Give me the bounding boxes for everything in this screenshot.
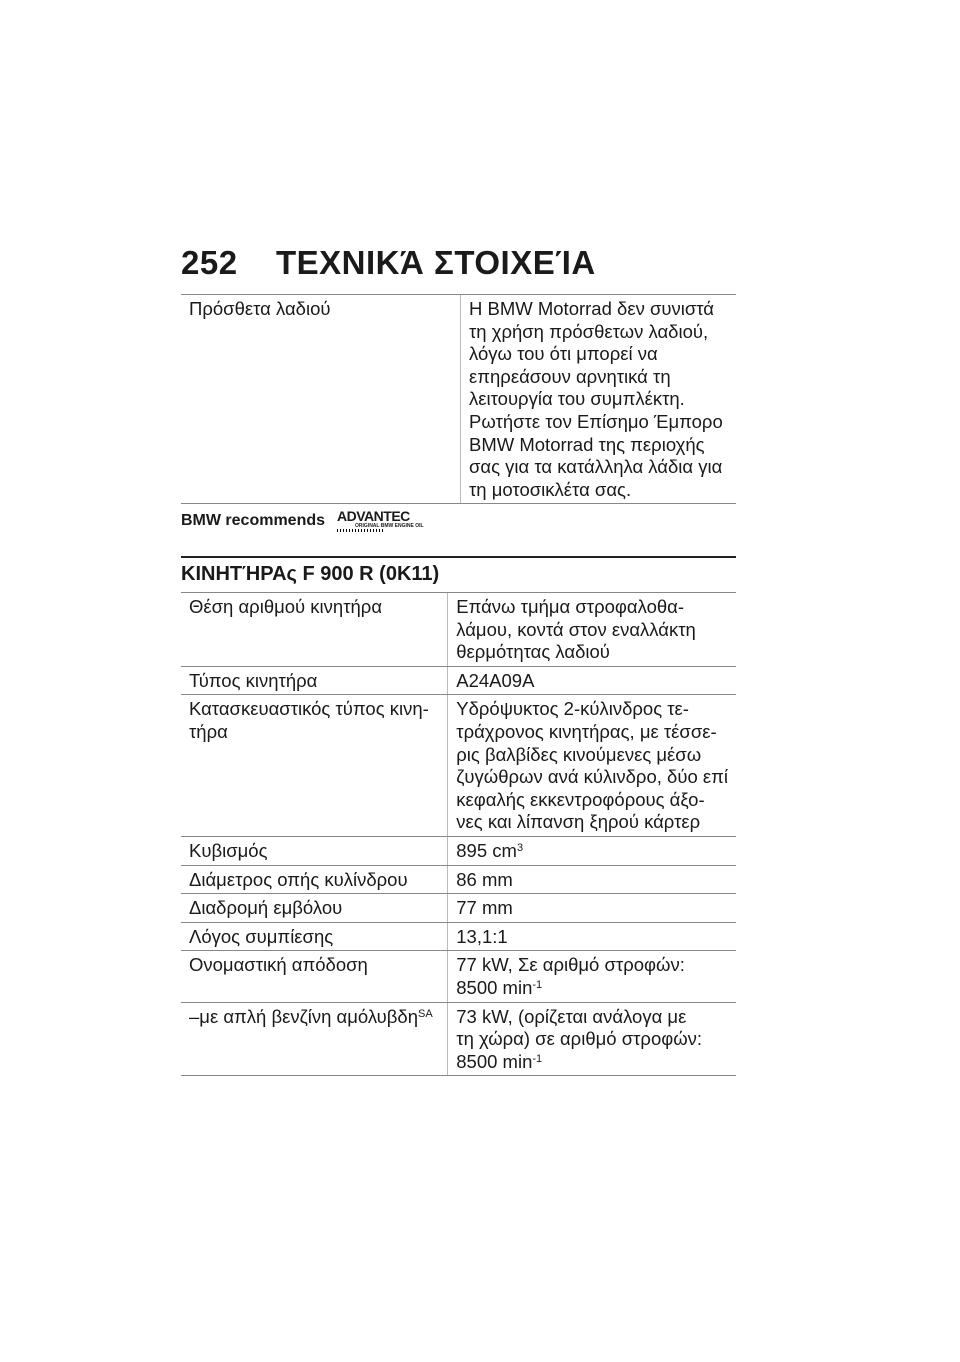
text: τη χώρα) σε αριθμό στροφών:	[456, 1028, 703, 1050]
engine-section-heading: ΚΙΝΗΤΉΡΑς F 900 R (0K11)	[181, 563, 440, 585]
spec-value-line	[456, 641, 728, 664]
text: 8500 min	[456, 976, 533, 998]
text: Υδρόψυκτος 2-κύλινδρος τε-	[456, 698, 689, 720]
table-row	[181, 865, 736, 894]
text: κεφαλής εκκεντροφόρους άξο-	[456, 788, 705, 810]
spec-label	[181, 894, 448, 923]
table-row	[181, 295, 736, 504]
text: Λόγος συμπίεσης	[189, 925, 334, 947]
spec-label-line	[189, 840, 439, 863]
spec-value-line	[456, 926, 728, 949]
spec-label	[181, 865, 448, 894]
spec-label	[181, 836, 448, 865]
spec-value-line	[456, 1028, 728, 1051]
text: λόγω του ότι μπορεί να	[469, 343, 658, 365]
spec-label	[181, 666, 448, 695]
recommendation	[181, 508, 424, 532]
spec-label	[181, 295, 461, 504]
spec-label	[181, 1002, 448, 1076]
section-divider	[181, 556, 736, 558]
spec-value	[448, 666, 736, 695]
page-number: 252	[181, 244, 238, 281]
spec-value	[461, 295, 737, 504]
engine-spec-table	[181, 592, 736, 1076]
spec-value	[448, 922, 736, 951]
text: λειτουργία του συμπλέκτη.	[469, 388, 685, 410]
advantec-logo: ADVANTEC ORIGINAL BMW ENGINE OIL	[337, 509, 424, 532]
superscript: -1	[532, 978, 543, 991]
table-row	[181, 593, 736, 667]
spec-value	[448, 695, 736, 837]
table-row	[181, 1002, 736, 1076]
text: Επάνω τμήμα στροφαλοθα-	[456, 596, 685, 617]
text: ρις βαλβίδες κινούμενες μέσω	[456, 743, 702, 765]
spec-value-line	[456, 1006, 728, 1029]
spec-value-line	[469, 321, 728, 344]
page-header	[181, 244, 596, 282]
spec-value-line	[469, 479, 728, 502]
spec-label-line	[189, 298, 452, 321]
table-row	[181, 836, 736, 865]
text: Θέση αριθμού κινητήρα	[189, 596, 383, 617]
spec-label-line	[189, 670, 439, 693]
spec-label-line	[189, 698, 439, 721]
spec-value-line	[469, 388, 728, 411]
spec-label-line	[189, 897, 439, 920]
spec-value-line	[456, 698, 728, 721]
text: Κατασκευαστικός τύπος κινη-	[189, 698, 429, 720]
text: τη μοτοσικλέτα σας.	[469, 478, 632, 500]
spec-value	[448, 593, 736, 667]
spec-label-line	[189, 596, 439, 619]
spec-value	[448, 836, 736, 865]
table-row	[181, 894, 736, 923]
spec-value-line	[469, 343, 728, 366]
text: Τύπος κινητήρα	[189, 669, 318, 691]
spec-value-line	[469, 411, 728, 434]
spec-value-line	[456, 897, 728, 920]
text: Πρόσθετα λαδιού	[189, 298, 331, 319]
text: σας για τα κατάλληλα λάδια για	[469, 456, 723, 478]
text: 895 cm	[456, 839, 517, 861]
spec-value-line	[456, 596, 728, 619]
spec-label-line	[189, 954, 439, 977]
spec-label-line	[189, 721, 439, 744]
text: Διάμετρος οπής κυλίνδρου	[189, 868, 408, 890]
spec-value-line	[469, 434, 728, 457]
spec-value-line	[456, 766, 728, 789]
spec-value	[448, 894, 736, 923]
spec-value-line	[456, 1051, 728, 1074]
spec-value	[448, 1002, 736, 1076]
spec-value-line	[456, 977, 728, 1000]
spec-label	[181, 922, 448, 951]
text: 77 mm	[456, 897, 513, 919]
spec-value-line	[469, 298, 728, 321]
spec-label-line	[189, 869, 439, 892]
superscript: 3	[516, 841, 524, 854]
text: 77 kW, Σε αριθμό στροφών:	[456, 954, 685, 976]
spec-label	[181, 695, 448, 837]
spec-label-line	[189, 926, 439, 949]
text: τη χρήση πρόσθετων λαδιού,	[469, 320, 709, 342]
spec-value-line	[456, 789, 728, 812]
spec-value-line	[469, 456, 728, 479]
text: 86 mm	[456, 868, 513, 890]
text: τράχρονος κινητήρας, με τέσσε-	[456, 720, 717, 742]
text: τήρα	[189, 720, 228, 742]
text: θερμότητας λαδιού	[456, 641, 610, 663]
text: 73 kW, (ορίζεται ανάλογα με	[456, 1005, 687, 1027]
text: Η BMW Motorrad δεν συνιστά	[469, 298, 715, 319]
spec-value	[448, 951, 736, 1002]
section-title: ΤΕΧΝΙΚΆ ΣΤΟΙΧΕΊΑ	[276, 244, 596, 281]
recommendation-text: BMW recommends	[181, 512, 326, 529]
spec-value-line	[456, 811, 728, 834]
text: νες και λίπανση ξηρού κάρτερ	[456, 811, 701, 833]
text: Ρωτήστε τον Επίσημο Έμπορο	[469, 410, 723, 432]
spec-value-line	[469, 366, 728, 389]
spec-value-line	[456, 840, 728, 863]
logo-subtitle: ORIGINAL BMW ENGINE OIL	[355, 523, 424, 529]
text: BMW Motorrad της περιοχής	[469, 433, 705, 455]
spec-value-line	[456, 721, 728, 744]
table-row	[181, 666, 736, 695]
spec-value-line	[456, 869, 728, 892]
text: Ονομαστική απόδοση	[189, 954, 368, 976]
spec-value-line	[456, 744, 728, 767]
text: –με απλή βενζίνη αμόλυβδη	[189, 1005, 419, 1027]
spec-label	[181, 951, 448, 1002]
spec-value-line	[456, 670, 728, 693]
spec-label	[181, 593, 448, 667]
superscript: SA	[418, 1007, 433, 1020]
spec-value-line	[456, 954, 728, 977]
text: ζυγώθρων ανά κύλινδρο, δύο επί	[456, 766, 728, 788]
text: λάμου, κοντά στον εναλλάκτη	[456, 618, 696, 640]
text: επηρεάσουν αρνητικά τη	[469, 365, 671, 387]
table-row	[181, 695, 736, 837]
oil-additives-table	[181, 294, 736, 504]
text: Διαδρομή εμβόλου	[189, 897, 343, 919]
text: A24A09A	[456, 669, 535, 691]
spec-label-line	[189, 1006, 439, 1029]
table-row	[181, 951, 736, 1002]
text: 13,1:1	[456, 925, 508, 947]
spec-value-line	[456, 619, 728, 642]
spec-value	[448, 865, 736, 894]
text: Κυβισμός	[189, 839, 268, 861]
superscript: -1	[532, 1052, 543, 1065]
text: 8500 min	[456, 1050, 533, 1072]
table-row	[181, 922, 736, 951]
